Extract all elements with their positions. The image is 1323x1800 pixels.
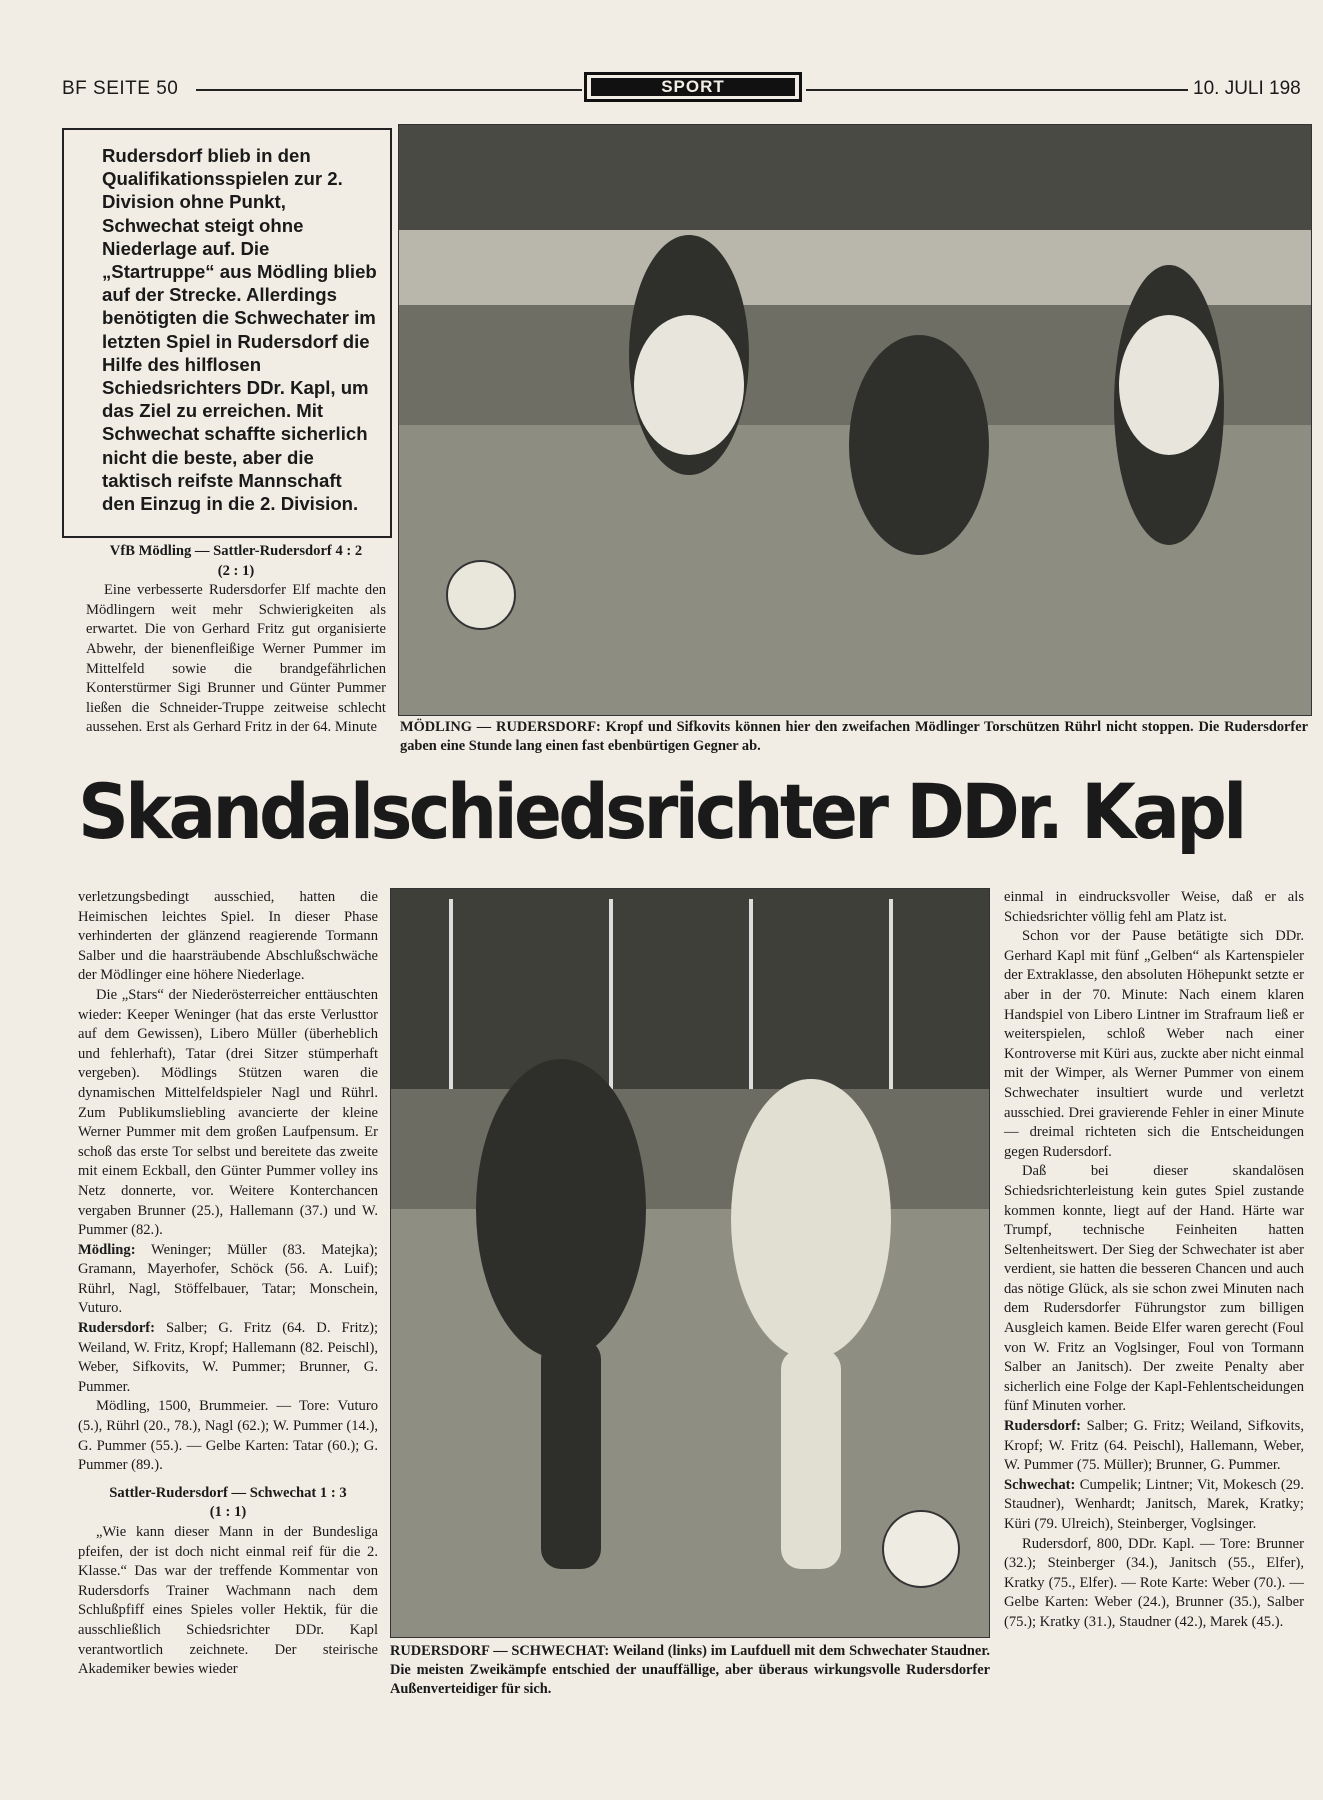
lineup-rudersdorf-2 (1004, 1417, 1304, 1476)
match1-halftime: (2 : 1) (217, 562, 255, 579)
section-label: SPORT (591, 78, 795, 96)
lineup-rudersdorf-2-players: Salber; G. Fritz; Weiland, Sifkovits, Kropf; W. Fritz (64. Peischl), Hallemann, Weber, W. Pummer (75. Müller); Brunner, G. Pummer. (1004, 1418, 1304, 1474)
photo1-caption-text: Kropf und Sifkovits können hier den zweifachen Mödlinger Torschützen Rührl nicht stoppen. Die Rudersdorfer gaben eine Stunde lang einen fast ebenbürtigen Gegner ab. (400, 719, 1308, 754)
intro-text: Rudersdorf blieb in den Qualifikationsspielen zur 2. Division ohne Punkt, Schwechat steigt ohne Niederlage auf. Die „Startruppe“ aus Mödling blieb auf der Strecke. Allerdings benötigten die Schwechater im letzten Spiel in Rudersdorf die Hilfe des hilflosen Schiedsrichters DDr. Kapl, um das Ziel zu erreichen. Mit Schwechat schaffte sicherlich nicht die beste, aber die taktisch reifste Mannschaft den Einzug in die 2. Division. (102, 145, 377, 515)
section-box (584, 72, 802, 102)
col1-paragraph-1: verletzungsbedingt ausschied, hatten die Heimischen leichtes Spiel. In dieser Phase verhinderten der glänzend reagierende Tormann Salber und die haarsträubende Abschlußschwäche der Mödlinger eine höhere Niederlage. (78, 889, 378, 984)
page-number: BF SEITE 50 (62, 78, 179, 99)
photo1-caption-lead: MÖDLING — RUDERSDORF: (400, 719, 601, 735)
col3-paragraph-1: einmal in eindrucksvoller Weise, daß er als Schiedsrichter völlig fehl am Platz ist. (1004, 889, 1304, 925)
match-photo-rudersdorf-schwechat (390, 888, 990, 1638)
match2-facts: Rudersdorf, 800, DDr. Kapl. — Tore: Brunner (32.); Steinberger (34.), Janitsch (55., Elfer), Kratky (75., Elfer). — Rote Karte: Weber (70.). — Gelbe Karten: Weber (24.), Brunner (35.), Salber (75.); Kratky (31.), Staudner (42.), Marek (45.). (1004, 1535, 1304, 1630)
photo2-caption-text: Weiland (links) im Laufduell mit dem Schwechater Staudner. Die meisten Zweikämpfe entschied der unauffällige, aber überaus wirkungsvolle Rudersdorfer Außenverteidiger für sich. (390, 1643, 990, 1697)
col1-paragraph-3: „Wie kann dieser Mann in der Bundesliga pfeifen, der ist doch nicht einmal reif für die 2. Klasse.“ Das war der treffende Kommentar von Rudersdorfs Trainer Wachmann nach dem Schlußpfiff eines Spieles voller Hektik, für die ausschließlich Schiedsrichter DDr. Kapl verantwortlich zeichnete. Der steirische Akademiker bewies wieder (78, 1524, 378, 1678)
lineup-moedling-label: Mödling: (78, 1241, 136, 1258)
col3-paragraph-3: Daß bei dieser skandalösen Schiedsrichterleistung kein gutes Spiel zustande kommen konnte, liegt auf der Hand. Härte war Trumpf, technische Feinheiten hatten Seltenheitswert. Der Sieg der Schwechater ist aber verdient, sie hatten die besseren Chancen und auch das nötige Glück, als sie schon zwei Minuten nach dem Rudersdorfer Führungstor zum billigen Ausgleich kamen. Beide Elfer waren gerecht (Foul von W. Fritz an Voglsinger, Foul von Tormann Salber an Janitsch). Der zweite Penalty aber sicherlich eine Folge der Kapl-Fehlentscheidungen fünf Minuten vorher. (1004, 1163, 1304, 1415)
match2-title: Sattler-Rudersdorf — Schwechat 1 : 3 (109, 1484, 347, 1501)
match-photo-moedling-rudersdorf (398, 124, 1312, 716)
photo2-caption (390, 1642, 990, 1699)
photo-content (399, 125, 1311, 715)
match2-halftime: (1 : 1) (209, 1504, 247, 1521)
col3-paragraph-2: Schon vor der Pause betätigte sich DDr. Gerhard Kapl mit fünf „Gelben“ als Kartenspieler der Extraklasse, den absoluten Höhepunkt setzte er aber in der 70. Minute: Nach einem klaren Handspiel von Libero Lintner im Strafraum ließ er weiterspielen, schloß Weber nach einer Kontroverse mit Küri aus, zuckte aber nicht einmal mit der Wimper, als Werner Pummer von einem Schwechater insultiert wurde und verletzt ausschied. Drei gravierende Fehler in einer Minute — dreimal richteten sich die Entscheidungen gegen Rudersdorf. (1004, 928, 1304, 1160)
column-right (1004, 888, 1304, 1633)
lineup-rudersdorf-1 (78, 1319, 378, 1397)
match1-text: Eine verbesserte Rudersdorfer Elf machte den Mödlingern weit mehr Schwierigkeiten als erwartet. Die von Gerhard Fritz gut organisierte Abwehr, der bienenfleißige Werner Pummer im Mittelfeld sowie die brandgefährlichen Konterstürmer Sigi Brunner und Günter Pummer ließen die Schneider-Truppe zeitweise schlecht aussehen. Erst als Gerhard Fritz in der 64. Minute (86, 582, 386, 736)
intro-box (62, 128, 392, 538)
column-left (78, 888, 378, 1680)
match1-title: VfB Mödling — Sattler-Rudersdorf 4 : 2 (109, 543, 363, 559)
lineup-moedling-players: Weninger; Müller (83. Matejka); Gramann, Mayerhofer, Schöck (56. A. Luif); Rührl, Nagl, Stöffelbauer, Tatar; Monschein, Vuturo. (78, 1241, 378, 1317)
col1-paragraph-2: Die „Stars“ der Niederösterreicher enttäuschten wieder: Keeper Weninger (hat das erste Verlusttor auf dem Gewissen), Libero Müller (überheblich und fehlerhaft), Tatar (drei Sitzer stümperhaft vergeben). Mödlings Stützen waren die dynamischen Mittelfeldspieler Nagl und Rührl. Zum Publikumsliebling avancierte der kleine Werner Pummer mit dem großen Laufpensum. Er schoß das erste Tor selbst und bereitete das zweite mit einem Eckball, den Günter Pummer volley ins Netz donnerte, vor. Weitere Konterchancen vergaben Brunner (25.), Hallemann (37.) und W. Pummer (82.). (78, 986, 378, 1239)
issue-date: 10. JULI 198 (1193, 78, 1301, 99)
lineup-schwechat (1004, 1476, 1304, 1535)
photo1-caption (400, 718, 1308, 756)
lineup-rudersdorf-1-players: Salber; G. Fritz (64. D. Fritz); Weiland, W. Fritz, Kropf; Hallemann (82. Peischl), Weber, Sifkovits, W. Pummer; Brunner, G. Pummer. (78, 1320, 378, 1395)
lineup-moedling (78, 1241, 378, 1319)
lineup-rudersdorf-2-label: Rudersdorf: (1004, 1418, 1082, 1435)
photo-content (391, 889, 989, 1637)
lineup-schwechat-label: Schwechat: (1004, 1476, 1076, 1493)
headline: Skandalschiedsrichter DDr. Kapl (78, 767, 1244, 856)
lineup-schwechat-players: Cumpelik; Lintner; Vit, Mokesch (29. Staudner), Wenhardt; Janitsch, Marek, Kratky; Küri (79. Ulreich), Steinberger, Voglsinger. (1004, 1476, 1304, 1532)
match1-report (86, 542, 386, 738)
photo2-caption-lead: RUDERSDORF — SCHWECHAT: (390, 1643, 610, 1659)
lineup-rudersdorf-1-label: Rudersdorf: (78, 1320, 156, 1337)
match1-facts: Mödling, 1500, Brummeier. — Tore: Vuturo (5.), Rührl (20., 78.), Nagl (62.); W. Pummer (14.), G. Pummer (55.). — Gelbe Karten: Tatar (60.); G. Pummer (89.). (78, 1398, 378, 1474)
header-rule-right (806, 89, 1188, 91)
header-rule-left (196, 89, 582, 91)
